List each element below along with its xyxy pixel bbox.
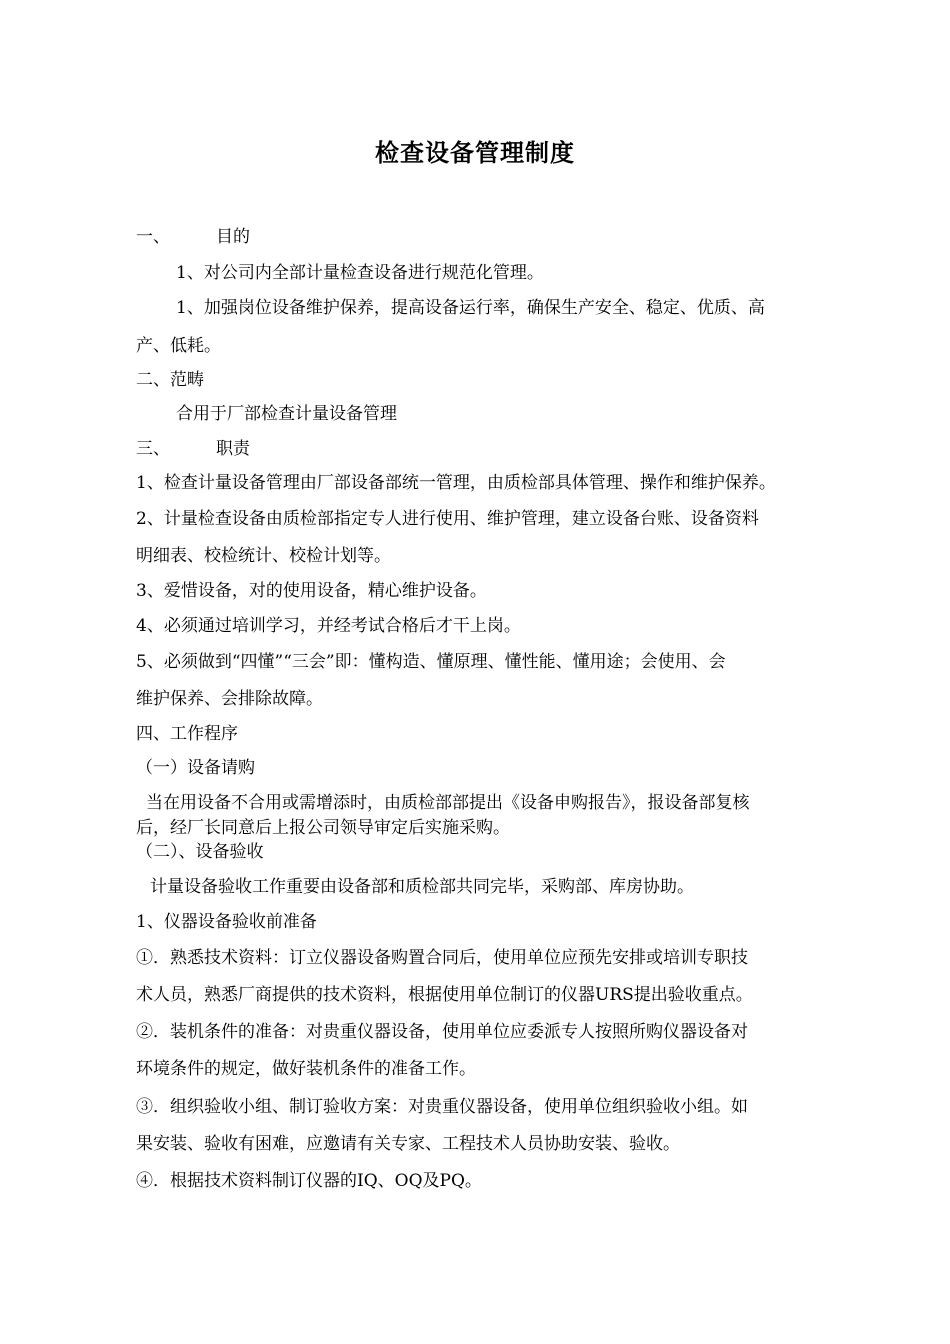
- list-item-continued: 术人员，熟悉厂商提供的技术资料，根据使用单位制订的仪器URS提出验收重点。: [136, 985, 753, 1005]
- paragraph: 当在用设备不合用或需增添时，由质检部部提出《设备申购报告》，报设备部复核: [146, 793, 750, 813]
- paragraph: 产、低耗。: [136, 336, 221, 356]
- document-title: 检查设备管理制度: [375, 138, 575, 167]
- list-item: ②．装机条件的准备：对贵重仪器设备，使用单位应委派专人按照所购仪器设备对: [136, 1022, 748, 1042]
- list-item: ①．熟悉技术资料：订立仪器设备购置合同后，使用单位应预先安排或培训专职技: [136, 948, 748, 968]
- list-item-continued: 环境条件的规定，做好装机条件的准备工作。: [136, 1059, 476, 1079]
- paragraph: 1、加强岗位设备维护保养，提高设备运行率，确保生产安全、稳定、优质、高: [176, 298, 765, 318]
- subsection-heading: （二）、设备验收: [136, 842, 264, 862]
- list-item: 2、计量检查设备由质检部指定专人进行使用、维护管理，建立设备台账、设备资料: [136, 509, 759, 529]
- paragraph: 合用于厂部检查计量设备管理: [176, 404, 397, 424]
- paragraph: 后，经厂长同意后上报公司领导审定后实施采购。: [136, 818, 510, 838]
- section-label: 目的: [216, 227, 250, 247]
- list-item: 4、必须通过培训学习，并经考试合格后才干上岗。: [136, 616, 521, 636]
- list-item: 1、检查计量设备管理由厂部设备部统一管理，由质检部具体管理、操作和维护保养。: [136, 473, 776, 493]
- list-item: 3、爱惜设备，对的使用设备，精心维护设备。: [136, 581, 487, 601]
- list-item-continued: 果安装、验收有困难，应邀请有关专家、工程技术人员协助安装、验收。: [136, 1134, 680, 1154]
- section-procedure-heading: 四、工作程序: [136, 724, 238, 744]
- section-number: 一、: [136, 227, 170, 247]
- paragraph: 1、对公司内全部计量检查设备进行规范化管理。: [176, 263, 544, 283]
- list-item: 1、仪器设备验收前准备: [136, 912, 317, 932]
- section-number: 三、: [136, 439, 170, 459]
- section-label: 职责: [216, 439, 250, 459]
- section-scope-heading: 二、范畴: [136, 370, 204, 390]
- list-item: 5、必须做到“四懂”“三会”即：懂构造、懂原理、懂性能、懂用途；会使用、会: [136, 652, 726, 672]
- list-item: ③．组织验收小组、制订验收方案：对贵重仪器设备，使用单位组织验收小组。如: [136, 1097, 748, 1117]
- subsection-heading: （一）设备请购: [136, 758, 255, 778]
- list-item: ④．根据技术资料制订仪器的IQ、OQ及PQ。: [136, 1171, 482, 1191]
- list-item-continued: 明细表、校检统计、校检计划等。: [136, 546, 391, 566]
- section-duty-heading: [136, 438, 848, 460]
- section-purpose-heading: [136, 226, 848, 248]
- list-item-continued: 维护保养、会排除故障。: [136, 689, 323, 709]
- paragraph: 计量设备验收工作重要由设备部和质检部共同完毕，采购部、库房协助。: [150, 877, 694, 897]
